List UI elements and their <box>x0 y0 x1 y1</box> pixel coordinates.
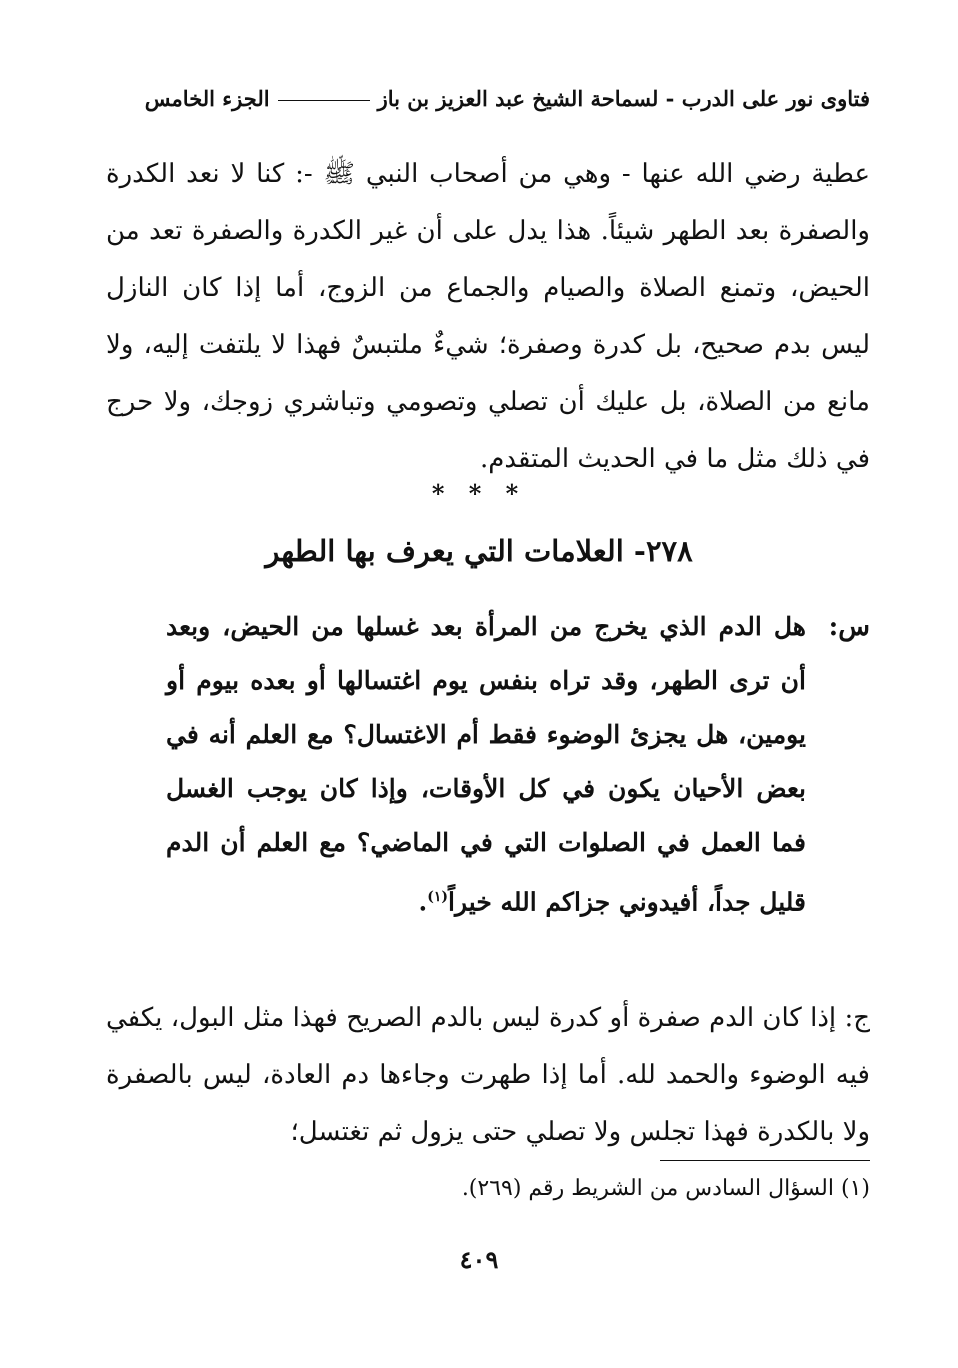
question-end: . <box>418 887 428 917</box>
footnote-rule <box>660 1160 870 1161</box>
intro-paragraph: عطية رضي الله عنها - وهي من أصحاب النبي ﷺ -: كنا لا نعد الكدرة والصفرة بعد الطهر شيئاً. هذا يدل على أن غير الكدرة والصفرة تعد من الحيض، وتمنع الصلاة والصيام والجماع من الزوج، أما إذا كان النازل ليس بدم صحيح، بل كدرة وصفرة؛ شيءٌ ملتبسٌ فهذا لا يلتفت إليه، ولا مانع من الصلاة، بل عليك أن تصلي وتصومي وتباشري زوجك، ولا حرج في ذلك مثل ما في الحديث المتقدم. <box>106 159 870 474</box>
header-book-title: فتاوى نور على الدرب - لسماحة الشيخ عبد العزيز بن باز <box>377 86 870 111</box>
question-text <box>166 600 806 929</box>
question-label: س: <box>828 612 870 642</box>
page-number: ٤٠٩ <box>459 1245 499 1274</box>
section-separator: * * * <box>431 479 527 508</box>
footnote: (١) السؤال السادس من الشريط رقم (٢٦٩). <box>461 1176 870 1201</box>
running-header <box>106 84 870 114</box>
section-heading: ٢٧٨- العلامات التي يعرف بها الطهر <box>265 534 693 568</box>
footnote-marker: (١) <box>427 889 449 905</box>
header-volume: الجزء الخامس <box>144 86 270 111</box>
question-body: هل الدم الذي يخرج من المرأة بعد غسلها من الحيض، وبعد أن ترى الطهر، وقد تراه بنفس يوم اغتسالها أو بعده بيوم أو يومين، هل يجزئ الوضوء فقط أم الاغتسال؟ مع العلم أنه في بعض الأحيان يكون في كل الأوقات، وإذا كان يوجب الغسل فما العمل في الصلوات التي في الماضي؟ مع العلم أن الدم قليل جداً، أفيدوني جزاكم الله خيراً <box>166 612 806 917</box>
header-rule <box>278 100 370 101</box>
answer-paragraph: ج: إذا كان الدم صفرة أو كدرة ليس بالدم الصريح فهذا مثل البول، يكفي فيه الوضوء والحمد لله. أما إذا طهرت وجاءها دم العادة، ليس بالصفرة ولا بالكدرة فهذا تجلس ولا تصلي حتى يزول ثم تغتسل؛ <box>106 1003 870 1147</box>
